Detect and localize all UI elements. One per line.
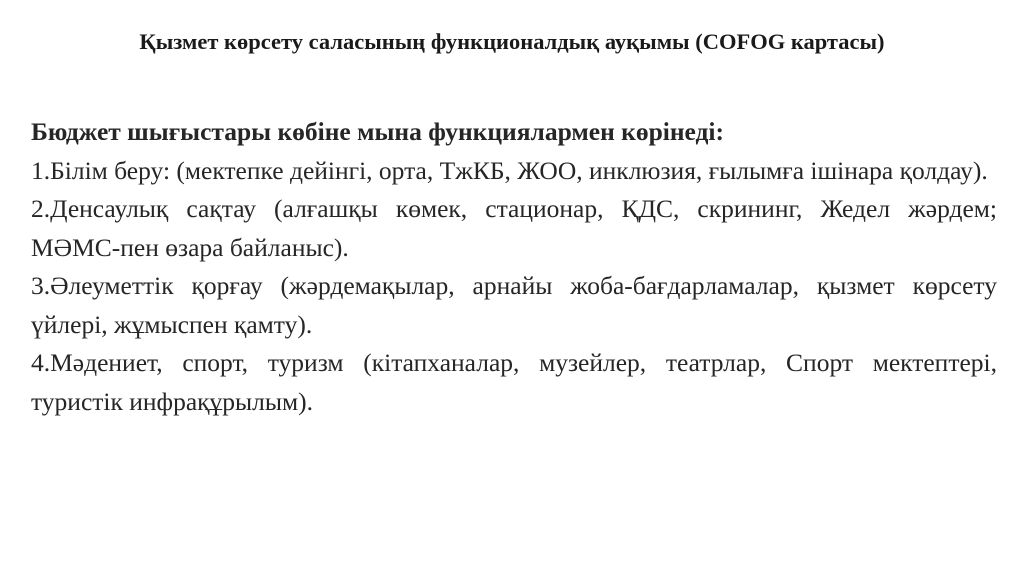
- list-item-education: 1.Білім беру: (мектепке дейінгі, орта, ТжКБ, ЖОО, инклюзия, ғылымға ішінара қолдау).: [31, 155, 988, 185]
- slide-title: Қызмет көрсету саласының функционалдық ауқымы (COFOG картасы): [139, 29, 885, 54]
- slide-body: [31, 113, 997, 421]
- list-item-culture-sport-tourism: 4.Мәдениет, спорт, туризм (кітапханалар, музейлер, театрлар, Спорт мектептері, туристік инфрақұрылым).: [31, 348, 997, 416]
- lead-text: Бюджет шығыстары көбіне мына функциялармен көрінеді:: [31, 117, 725, 146]
- list-item-social-protection: 3.Әлеуметтік қорғау (жәрдемақылар, арнайы жоба-бағдарламалар, қызмет көрсету үйлері, жұмыспен қамту).: [31, 271, 997, 339]
- list-item-healthcare: 2.Денсаулық сақтау (алғашқы көмек, стационар, ҚДС, скрининг, Жедел жәрдем; МӘМС-пен өзара байланыс).: [31, 194, 997, 262]
